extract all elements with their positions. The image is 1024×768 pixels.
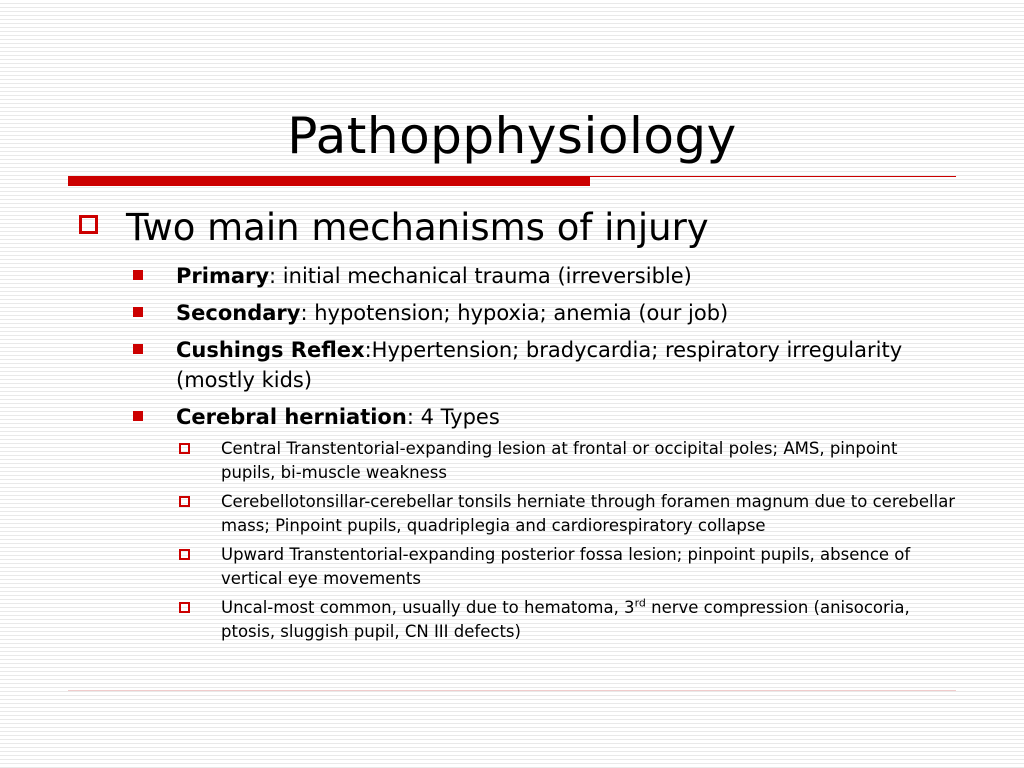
- sub-point-primary: [133, 261, 956, 291]
- sub-point-term: Cerebral herniation: [176, 405, 407, 429]
- slide-content: [76, 205, 956, 649]
- filled-square-bullet-icon: [133, 307, 143, 317]
- sub-point-text: : hypotension; hypoxia; anemia (our job): [300, 301, 729, 325]
- herniation-type-upward-transtentorial: [177, 543, 956, 591]
- sub-point-text: : initial mechanical trauma (irreversible): [269, 264, 692, 288]
- filled-square-bullet-icon: [133, 344, 143, 354]
- ordinal-superscript: rd: [634, 596, 646, 610]
- sub-point-cushings-reflex: [133, 335, 956, 395]
- sub-point-term: Secondary: [176, 301, 301, 325]
- hollow-square-bullet-icon: [179, 549, 190, 560]
- sub-point-text: :Hypertension; bradycardia; respiratory irregularity (mostly kids): [176, 338, 903, 392]
- footer-rule: [68, 690, 956, 691]
- herniation-type-text: Central Transtentorial-expanding lesion at frontal or occipital poles; AMS, pinpoint pupils, bi-muscle weakness: [221, 439, 898, 482]
- herniation-type-text: Cerebellotonsillar-cerebellar tonsils herniate through foramen magnum due to cerebellar mass; Pinpoint pupils, quadriplegia and cardiorespiratory collapse: [221, 492, 956, 535]
- main-point-text: Two main mechanisms of injury: [126, 206, 709, 249]
- herniation-type-central-transtentorial: [177, 437, 956, 485]
- sub-point-list: [133, 261, 956, 644]
- herniation-type-text: Upward Transtentorial-expanding posterior fossa lesion; pinpoint pupils, absence of vertical eye movements: [221, 545, 911, 588]
- sub-point-term: Primary: [176, 264, 270, 288]
- herniation-type-cerebellotonsillar: [177, 490, 956, 538]
- filled-square-bullet-icon: [133, 270, 143, 280]
- main-bullet-point: [76, 205, 956, 251]
- hollow-square-bullet-icon: [179, 496, 190, 507]
- slide-title: Pathopphysiology: [287, 107, 737, 165]
- sub-point-term: Cushings Reflex: [176, 338, 365, 362]
- herniation-type-text-before: Uncal-most common, usually due to hematoma, 3: [221, 598, 635, 617]
- herniation-type-text-after: nerve compression (anisocoria, ptosis, sluggish pupil, CN III defects): [221, 598, 910, 641]
- sub-point-cerebral-herniation: [133, 402, 956, 432]
- title-underline-thick: [68, 176, 590, 186]
- hollow-square-bullet-icon: [179, 602, 190, 613]
- hollow-square-bullet-icon: [179, 443, 190, 454]
- herniation-type-list: [177, 437, 956, 644]
- title-underline-thin: [590, 176, 956, 177]
- sub-point-secondary: [133, 298, 956, 328]
- herniation-type-uncal: [177, 596, 956, 644]
- filled-square-bullet-icon: [133, 411, 143, 421]
- hollow-square-bullet-icon: [79, 215, 98, 234]
- sub-point-text: : 4 Types: [406, 405, 500, 429]
